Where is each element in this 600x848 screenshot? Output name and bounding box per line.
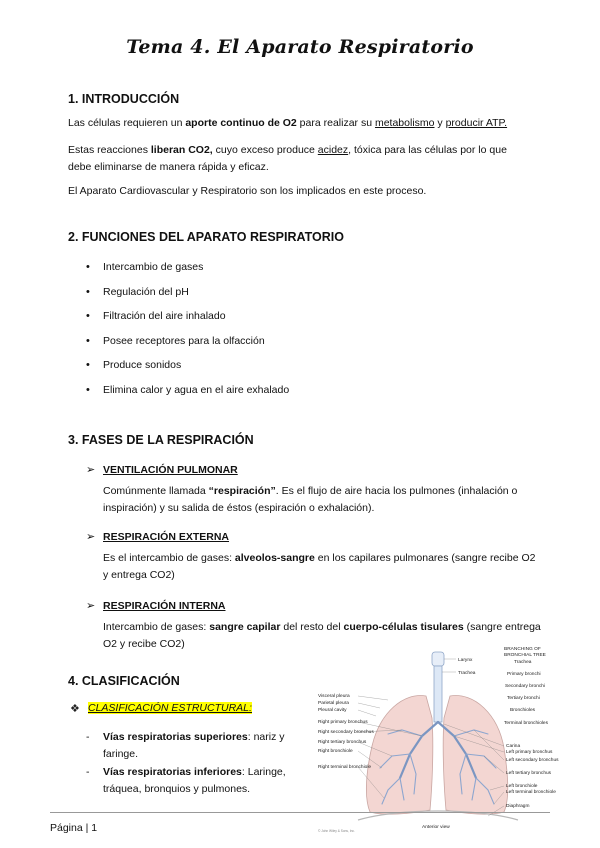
list-item: • Produce sonidos bbox=[103, 357, 289, 382]
label-left-primary-bronchus: Left primary bronchus bbox=[506, 750, 553, 755]
s1-paragraph-3: El Aparato Cardiovascular y Respiratorio son los implicados en este proceso. bbox=[68, 185, 427, 197]
label-larynx: Larynx bbox=[458, 658, 473, 663]
label-terminal-bronchioles: Terminal bronchioles bbox=[504, 721, 548, 726]
phase-1-line-1: Comúnmente llamada “respiración”. Es el flujo de aire hacia los pulmones (inhalación o bbox=[103, 485, 518, 497]
label-right-primary-bronchus: Right primary bronchus bbox=[318, 720, 368, 725]
section-4-heading: 4. CLASIFICACIÓN bbox=[68, 674, 180, 688]
label-right-secondary-bronchus: Right secondary bronchus bbox=[318, 730, 374, 735]
label-bronchioles: Bronchioles bbox=[510, 708, 536, 713]
figure-copyright: © John Wiley & Sons, Inc. bbox=[318, 829, 355, 833]
s1-paragraph-2b: debe eliminarse de manera rápida y eficaz. bbox=[68, 161, 269, 173]
arrow-icon: ➢ bbox=[86, 600, 96, 612]
label-left-terminal-bronchiole: Left terminal bronchiole bbox=[506, 790, 556, 795]
phase-3-line-2: O2 y recibe CO2) bbox=[103, 638, 185, 650]
list-item: • Regulación del pH bbox=[103, 284, 289, 309]
list-item: • Posee receptores para la olfacción bbox=[103, 333, 289, 358]
label-left-bronchiole: Left bronchiole bbox=[506, 784, 538, 789]
section-2-heading: 2. FUNCIONES DEL APARATO RESPIRATORIO bbox=[68, 230, 344, 244]
functions-list bbox=[103, 259, 289, 407]
classification-subheading: CLASIFICACIÓN ESTRUCTURAL: bbox=[88, 702, 252, 714]
phase-2-title: RESPIRACIÓN EXTERNA bbox=[103, 531, 230, 543]
phase-2-line-1: Es el intercambio de gases: alveolos-sangre en los capilares pulmonares (sangre recibe O2 bbox=[103, 552, 536, 564]
larynx bbox=[432, 652, 444, 666]
section-3-heading: 3. FASES DE LA RESPIRACIÓN bbox=[68, 433, 254, 447]
label-branching-header-2: BRONCHIAL TREE bbox=[504, 653, 546, 658]
label-primary-bronchi: Primary bronchi bbox=[507, 672, 541, 677]
phase-3-line-1: Intercambio de gases: sangre capilar del resto del cuerpo-células tisulares (sangre entrega bbox=[103, 621, 541, 633]
s1-paragraph-1: Las células requieren un aporte continuo de O2 para realizar su metabolismo y producir ATP. bbox=[68, 117, 508, 129]
figure-caption: Anterior view bbox=[422, 825, 450, 830]
respiratory-system-figure bbox=[318, 638, 560, 834]
label-diaphragm: Diaphragm bbox=[506, 804, 530, 809]
label-parietal-pleura: Parietal pleura bbox=[318, 701, 349, 706]
classification-item-lower-cont: tráquea, bronquios y pulmones. bbox=[103, 783, 251, 795]
label-pleural-cavity: Pleural cavity bbox=[318, 708, 347, 713]
list-item: • Intercambio de gases bbox=[103, 259, 289, 284]
section-1-heading: 1. INTRODUCCIÓN bbox=[68, 92, 180, 106]
classification-item-upper-cont: faringe. bbox=[103, 748, 139, 760]
classification-item-lower: - Vías respiratorias inferiores: Laringe, bbox=[86, 766, 286, 778]
phase-1-line-2: inspiración) y su salida de éstos (espiración o exhalación). bbox=[103, 502, 375, 514]
label-right-tertiary-bronchus: Right tertiary bronchus bbox=[318, 740, 367, 745]
phase-2-line-2: y entrega CO2) bbox=[103, 569, 175, 581]
trachea bbox=[434, 666, 442, 722]
page-title: Tema 4. El Aparato Respiratorio bbox=[126, 36, 474, 58]
phase-3-title: RESPIRACIÓN INTERNA bbox=[103, 600, 226, 612]
label-left-secondary-bronchus: Left secondary bronchus bbox=[506, 758, 559, 763]
s1-paragraph-2: Estas reacciones liberan CO2, cuyo exceso produce acidez, tóxica para las células por lo que bbox=[68, 144, 507, 156]
label-trachea: Trachea bbox=[458, 671, 476, 676]
list-item: • Elimina calor y agua en el aire exhalado bbox=[103, 382, 289, 407]
label-right-bronchiole: Right bronchiole bbox=[318, 749, 353, 754]
label-right-terminal-bronchiole: Right terminal bronchiole bbox=[318, 765, 372, 770]
diamond-icon: ❖ bbox=[70, 703, 80, 715]
arrow-icon: ➢ bbox=[86, 464, 96, 476]
classification-item-upper: - Vías respiratorias superiores: nariz y bbox=[86, 731, 285, 743]
page-number: Página | 1 bbox=[50, 822, 98, 834]
label-secondary-bronchi: Secondary bronchi bbox=[505, 684, 545, 689]
label-tree-trachea: Trachea bbox=[514, 660, 532, 665]
arrow-icon: ➢ bbox=[86, 531, 96, 543]
label-carina: Carina bbox=[506, 744, 521, 749]
label-visceral-pleura: Visceral pleura bbox=[318, 694, 350, 699]
label-tertiary-bronchi: Tertiary bronchi bbox=[507, 696, 540, 701]
phase-1-title: VENTILACIÓN PULMONAR bbox=[103, 464, 238, 476]
label-left-tertiary-bronchus: Left tertiary bronchus bbox=[506, 771, 552, 776]
list-item: • Filtración del aire inhalado bbox=[103, 308, 289, 333]
footer-divider bbox=[50, 812, 550, 813]
label-branching-header-1: BRANCHING OF bbox=[504, 647, 541, 652]
